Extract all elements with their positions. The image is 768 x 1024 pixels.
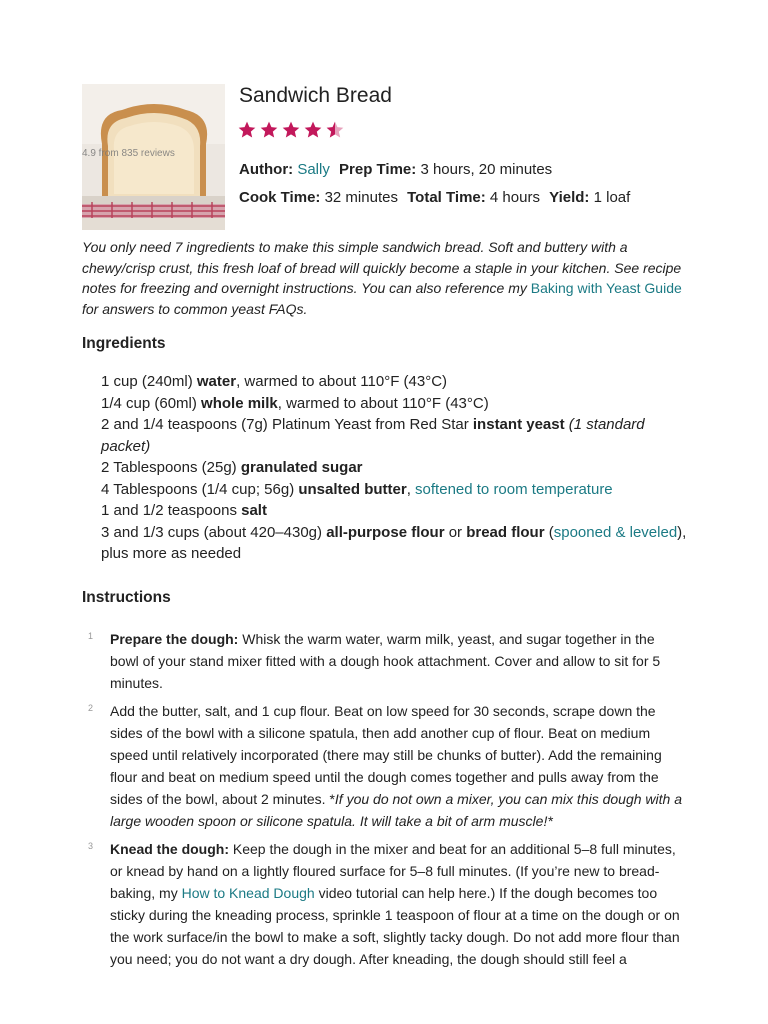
instruction-list [82, 628, 682, 976]
ingredient-list [101, 371, 691, 565]
ingredient-item: 3 and 1/3 cups (about 420–430g) all-purpose flour or bread flour (spooned & leveled), plus more as needed [101, 523, 687, 562]
recipe-description [82, 237, 682, 319]
rating-summary: 4.9 from 835 reviews [82, 148, 175, 159]
ingredient-item: 2 Tablespoons (25g) granulated sugar [101, 459, 363, 476]
recipe-title: Sandwich Bread [239, 84, 392, 107]
prep-time-value: 3 hours, 20 minutes [420, 161, 553, 178]
yield-value: 1 loaf [593, 189, 631, 206]
star-icon [303, 120, 323, 140]
star-icon [237, 120, 257, 140]
instruction-step: 1 Prepare the dough: Whisk the warm water, warm milk, yeast, and sugar together in the bowl of your stand mixer fitted with a dough hook attachment. Cover and allow to sit for 5 minutes. [82, 628, 682, 694]
yield-label: Yield: [549, 189, 590, 206]
recipe-photo [82, 84, 225, 230]
ingredient-item: 1/4 cup (60ml) whole milk, warmed to about 110°F (43°C) [101, 394, 489, 412]
star-icon [281, 120, 301, 140]
knead-dough-link[interactable]: How to Knead Dough [181, 885, 315, 901]
star-icon [259, 120, 279, 140]
total-time-label: Total Time: [407, 189, 486, 206]
ingredient-item: 4 Tablespoons (1/4 cup; 56g) unsalted butter, softened to room temperature [101, 480, 613, 498]
star-rating[interactable] [237, 120, 345, 140]
ingredient-item: 1 cup (240ml) water, warmed to about 110°F (43°C) [101, 373, 448, 390]
step-number: 3 [88, 841, 94, 851]
author-label: Author: [239, 161, 294, 178]
recipe-meta-row-2 [239, 189, 630, 206]
star-half-icon [325, 120, 345, 140]
instruction-step: 2 Add the butter, salt, and 1 cup flour. Beat on low speed for 30 seconds, scrape down the sides of the bowl with a silicone spatula, then add another cup of flour. Beat on medium speed until relatively incorporated (there may still be chunks of butter). Add the remaining flour and beat on medium speed until the dough comes together and pulls away from the sides of the bowl, about 2 minutes. *If you do not own a mixer, you can mix this dough with a large wooden spoon or silicone spatula. It will take a bit of arm muscle!* [82, 700, 682, 832]
author-link[interactable]: Sally [297, 161, 330, 178]
recipe-meta-row-1 [239, 161, 552, 178]
instructions-heading: Instructions [82, 589, 171, 606]
step-number: 2 [88, 703, 94, 713]
ingredient-item: 1 and 1/2 teaspoons salt [101, 502, 267, 519]
ingredients-heading: Ingredients [82, 335, 166, 352]
description-text: You only need 7 ingredients to make this simple sandwich bread. Soft and buttery with a chewy/crisp crust, this fresh loaf of bread will quickly become a staple in your kitchen. See recipe notes for freezing and overnight instructions. You can also reference my [82, 239, 682, 296]
instruction-step: 3 Knead the dough: Keep the dough in the mixer and beat for an additional 5–8 full minutes, or knead by hand on a lightly floured surface for 5–8 full minutes. (If you’re new to bread-baking, my How to Knead Dough video tutorial can help here.) If the dough becomes too sticky during the kneading process, sprinkle 1 teaspoon of flour at a time on the dough or on the work surface/in the bowl to make a soft, slightly tacky dough. Do not add more flour than you need; you do not want a dry dough. After kneading, the dough should still feel a [82, 838, 682, 970]
total-time-value: 4 hours [489, 189, 540, 206]
cook-time-value: 32 minutes [324, 189, 398, 206]
yeast-guide-link[interactable]: Baking with Yeast Guide [530, 280, 682, 296]
step-number: 1 [88, 631, 94, 641]
spooned-leveled-link[interactable]: spooned & leveled [553, 523, 678, 541]
softened-butter-link[interactable]: softened to room temperature [415, 480, 613, 498]
description-tail: for answers to common yeast FAQs. [82, 300, 308, 317]
prep-time-label: Prep Time: [339, 161, 417, 178]
cook-time-label: Cook Time: [239, 189, 321, 206]
ingredient-item: 2 and 1/4 teaspoons (7g) Platinum Yeast from Red Star instant yeast (1 standard packet) [101, 416, 645, 455]
